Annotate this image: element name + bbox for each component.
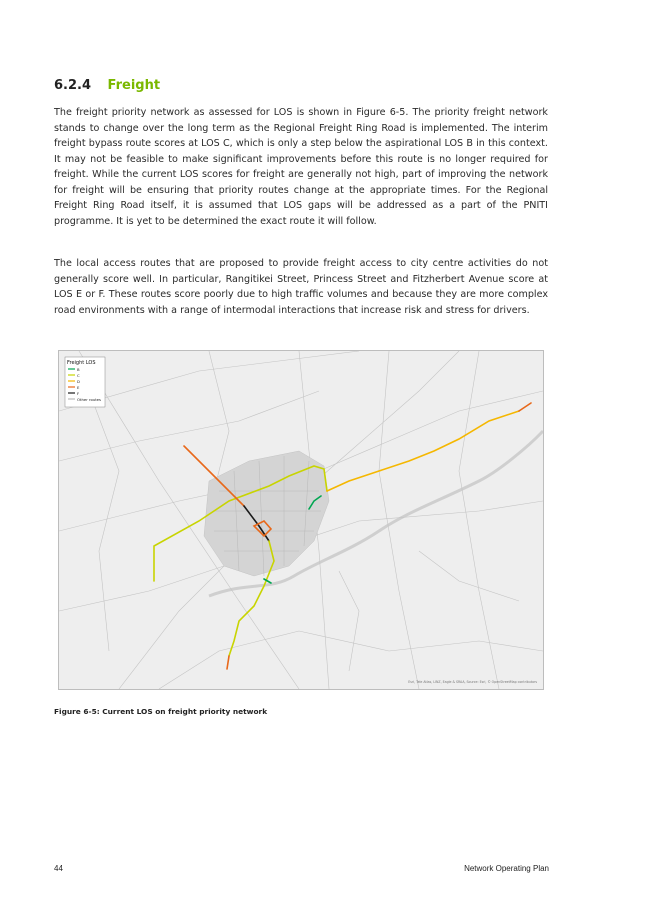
body-paragraph-2: The local access routes that are proposed to provide freight access to city centre activities do not generally score well. In particular, Rangitikei Street, Princess Street and Fitzherbert Avenue score at LOS E or F. These routes score poorly due to high traffic volumes and because they are more complex road environments with a range of intermodal interactions that increase risk and stress for drivers. — [54, 258, 548, 316]
section-title: Freight — [107, 78, 161, 93]
figure-caption: Figure 6-5: Current LOS on freight priority network — [54, 707, 268, 716]
page-number: 44 — [54, 864, 63, 873]
section-heading — [54, 78, 160, 93]
legend-item-other: Other routes — [77, 397, 101, 402]
legend-item-c: C — [77, 373, 80, 378]
legend-item-e: E — [77, 385, 80, 390]
body-paragraph-1: The freight priority network as assessed for LOS is shown in Figure 6-5. The priority freight network stands to change over the long term as the Regional Freight Ring Road is implemented. The interim freight bypass route scores at LOS C, which is only a step below the aspirational LOS B in this context. It may not be feasible to make significant improvements before this route is no longer required for freight. While the current LOS scores for freight are generally not high, part of improving the network for freight will be ensuring that priority routes change at the appropriate times. For the Regional Freight Ring Road itself, it is assumed that LOS gaps will be addressed as a part of the PNITI programme. It is yet to be determined the exact route it will follow. — [54, 107, 548, 227]
map-canvas — [59, 351, 543, 689]
legend-item-d: D — [77, 379, 80, 384]
map-attribution: Esri, Tele Atlas, LINZ, Eagle & SRAA, Source: Esri, © OpenStreetMap contributors — [408, 680, 537, 684]
legend-item-b: B — [77, 367, 80, 372]
legend-item-f: F — [77, 391, 80, 396]
map-legend — [65, 357, 105, 407]
document-title: Network Operating Plan — [464, 864, 549, 873]
freight-los-map — [58, 350, 544, 690]
section-number: 6.2.4 — [54, 78, 92, 93]
legend-title: Freight LOS — [67, 360, 96, 366]
